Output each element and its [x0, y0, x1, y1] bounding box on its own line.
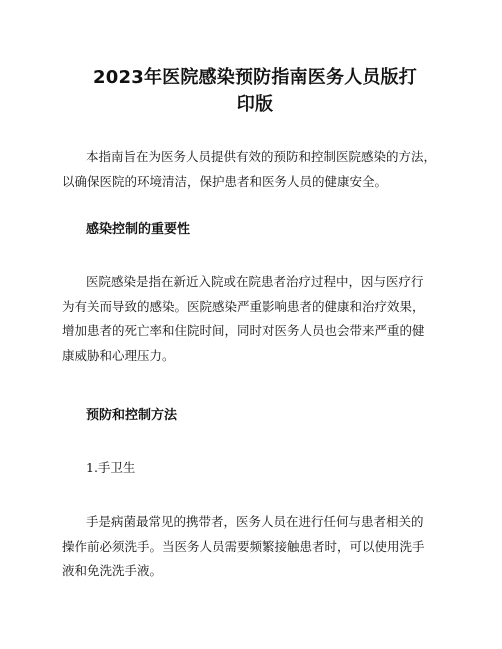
- intro-line: 本指南旨在为医务人员提供有效的预防和控制医院感染的方法，: [86, 149, 437, 164]
- importance-paragraph: [62, 270, 425, 368]
- section-heading-methods: 预防和控制方法: [86, 408, 178, 423]
- paragraph-line: 操作前必须洗手。当医务人员需要频繁接触患者时，可以使用洗手: [62, 538, 425, 554]
- paragraph-line: 增加患者的死亡率和住院时间，同时对医务人员也会带来严重的健: [62, 323, 425, 338]
- intro-paragraph: [62, 145, 436, 194]
- item-title-hand-hygiene: 1.手卫生: [86, 460, 136, 475]
- hand-hygiene-paragraph: [62, 510, 425, 584]
- title-line-2: 印版: [236, 94, 274, 115]
- paragraph-line: 手是病菌最常见的携带者，医务人员在进行任何与患者相关的: [86, 514, 424, 529]
- intro-line: 以确保医院的环境清洁，保护患者和医务人员的健康安全。: [62, 173, 388, 189]
- paragraph-line: 液和免洗洗手液。: [62, 563, 163, 578]
- paragraph-line: 康威胁和心理压力。: [62, 347, 175, 363]
- paragraph-line: 为有关而导致的感染。医院感染严重影响患者的健康和治疗效果，: [62, 298, 425, 314]
- title-line-1: 2023年医院感染预防指南医务人员版打: [93, 67, 417, 88]
- document-title: [60, 64, 450, 118]
- section-heading-importance: 感染控制的重要性: [86, 222, 191, 237]
- paragraph-line: 医院感染是指在新近入院或在院患者治疗过程中，因与医疗行: [86, 274, 424, 289]
